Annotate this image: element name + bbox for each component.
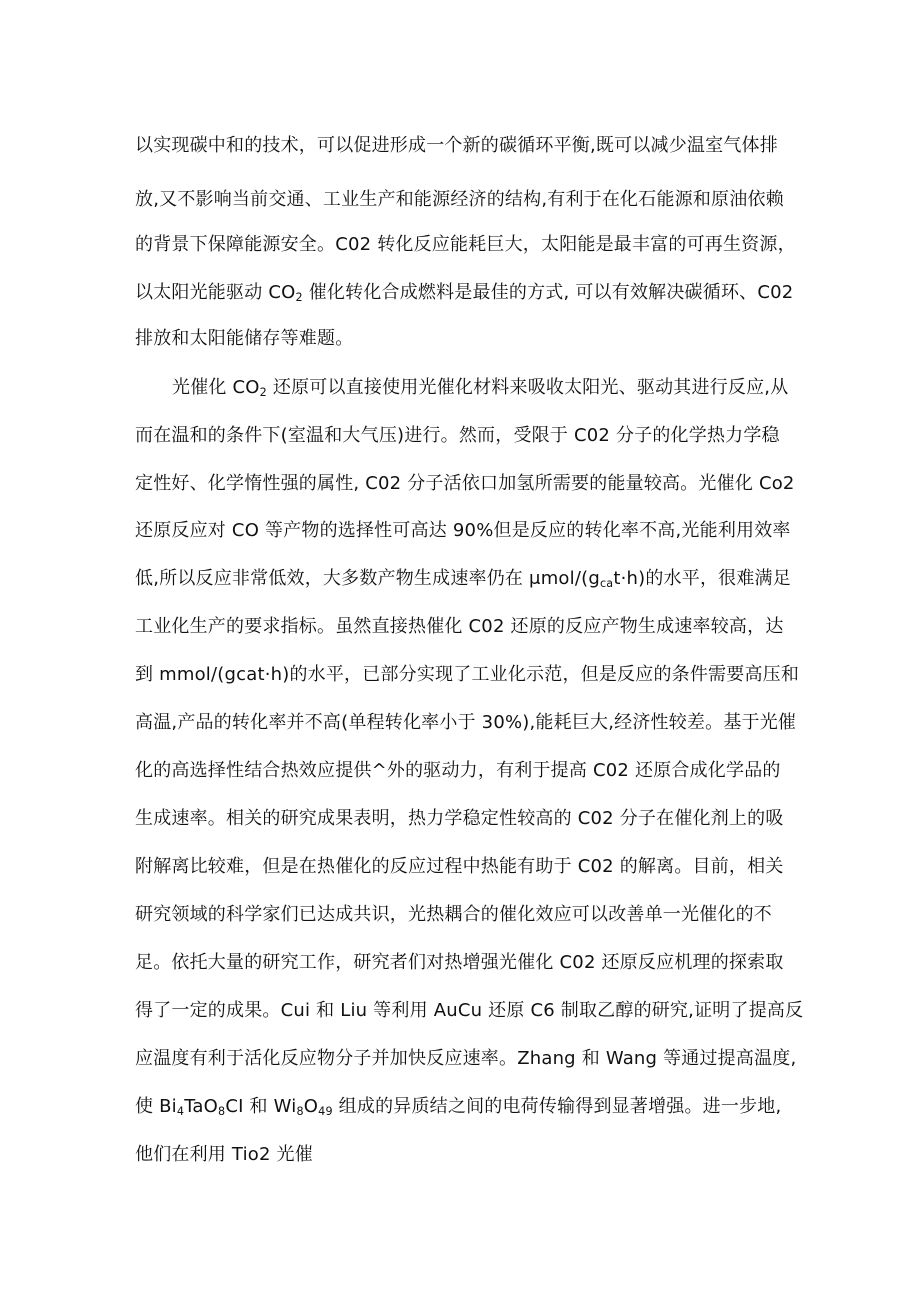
paragraph2-line10: 生成速率。相关的研究成果表明，热力学稳定性较高的 C02 分子在催化剂上的吸 bbox=[135, 808, 784, 829]
text-run: 还原可以直接使用光催化材料来吸收太阳光、驱动其进行反应,从 bbox=[266, 377, 789, 398]
text-run: CI 和 Wi bbox=[225, 1096, 297, 1117]
subscript: 2 bbox=[295, 291, 303, 305]
text-run: 低,所以反应非常低效，大多数产物生成速率仍在 μmol/(g bbox=[135, 568, 600, 589]
paragraph2-line8: 高温,产品的转化率并不高(单程转化率小于 30%),能耗巨大,经济性较差。基于光催 bbox=[135, 712, 797, 733]
paragraph2-line15: 应温度有利于活化反应物分子并加快反应速率。Zhang 和 Wang 等通过提高温度, bbox=[135, 1048, 797, 1069]
paragraph2-line12: 研究领域的科学家们已达成共识，光热耦合的催化效应可以改善单一光催化的不 bbox=[135, 904, 772, 925]
paragraph2-line17: 他们在利用 Tio2 光催 bbox=[135, 1144, 313, 1165]
text-run: 以太阳光能驱动 CO bbox=[135, 282, 296, 303]
paragraph2-line9: 化的高选择性结合热效应提供^外的驱动力，有利于提高 C02 还原合成化学品的 bbox=[135, 760, 781, 781]
paragraph2-line11: 附解离比较难，但是在热催化的反应过程中热能有助于 C02 的解离。目前，相关 bbox=[135, 856, 784, 877]
paragraph2-line1 bbox=[172, 377, 789, 400]
paragraph2-line13: 足。依托大量的研究工作，研究者们对热增强光催化 C02 还原反应机理的探索取 bbox=[135, 952, 784, 973]
subscript: 8 bbox=[296, 1105, 304, 1119]
paragraph2-line4: 还原反应对 CO 等产物的选择性可高达 90%但是反应的转化率不高,光能利用效率 bbox=[135, 520, 791, 541]
paragraph2-line16 bbox=[135, 1096, 782, 1119]
paragraph1-line5: 排放和太阳能储存等难题。 bbox=[135, 328, 354, 349]
paragraph2-line14: 得了一定的成果。Cui 和 Liu 等利用 AuCu 还原 C6 制取乙醇的研究,证明了提高反 bbox=[135, 1000, 804, 1021]
subscript: 8 bbox=[218, 1105, 226, 1119]
paragraph1-line3: 的背景下保障能源安全。C02 转化反应能耗巨大，太阳能是最丰富的可再生资源， bbox=[135, 234, 796, 255]
paragraph1-line4 bbox=[135, 282, 794, 305]
paragraph2-line7: 到 mmol/(gcat·h)的水平，已部分实现了工业化示范，但是反应的条件需要高压和 bbox=[135, 664, 800, 685]
subscript: 4 bbox=[176, 1105, 185, 1119]
paragraph1-line2: 放,又不影响当前交通、工业生产和能源经济的结构,有利于在化石能源和原油依赖 bbox=[135, 189, 784, 210]
text-run: 组成的异质结之间的电荷传输得到显著增强。进一步地, bbox=[332, 1096, 782, 1117]
subscript: ca bbox=[599, 577, 614, 591]
text-run: 光催化 CO bbox=[172, 377, 260, 398]
text-run: 催化转化合成燃料是最佳的方式, 可以有效解决碳循环、C02 bbox=[302, 282, 794, 303]
subscript: 49 bbox=[318, 1105, 333, 1119]
text-run: O bbox=[303, 1096, 319, 1117]
paragraph2-line5 bbox=[135, 568, 791, 591]
text-run: t·h)的水平，很难满足 bbox=[613, 568, 791, 589]
text-run: TaO bbox=[184, 1096, 219, 1117]
paragraph2-line2: 而在温和的条件下(室温和大气压)进行。然而，受限于 C02 分子的化学热力学稳 bbox=[135, 425, 780, 446]
subscript: 2 bbox=[259, 386, 267, 400]
text-run: 使 Bi bbox=[135, 1096, 177, 1117]
paragraph1-line1: 以实现碳中和的技术，可以促进形成一个新的碳循环平衡,既可以减少温室气体排 bbox=[135, 135, 778, 156]
paragraph2-line6: 工业化生产的要求指标。虽然直接热催化 C02 还原的反应产物生成速率较高，达 bbox=[135, 616, 784, 637]
paragraph2-line3: 定性好、化学惰性强的属性, C02 分子活依口加氢所需要的能量较高。光催化 Co2 bbox=[135, 473, 795, 494]
